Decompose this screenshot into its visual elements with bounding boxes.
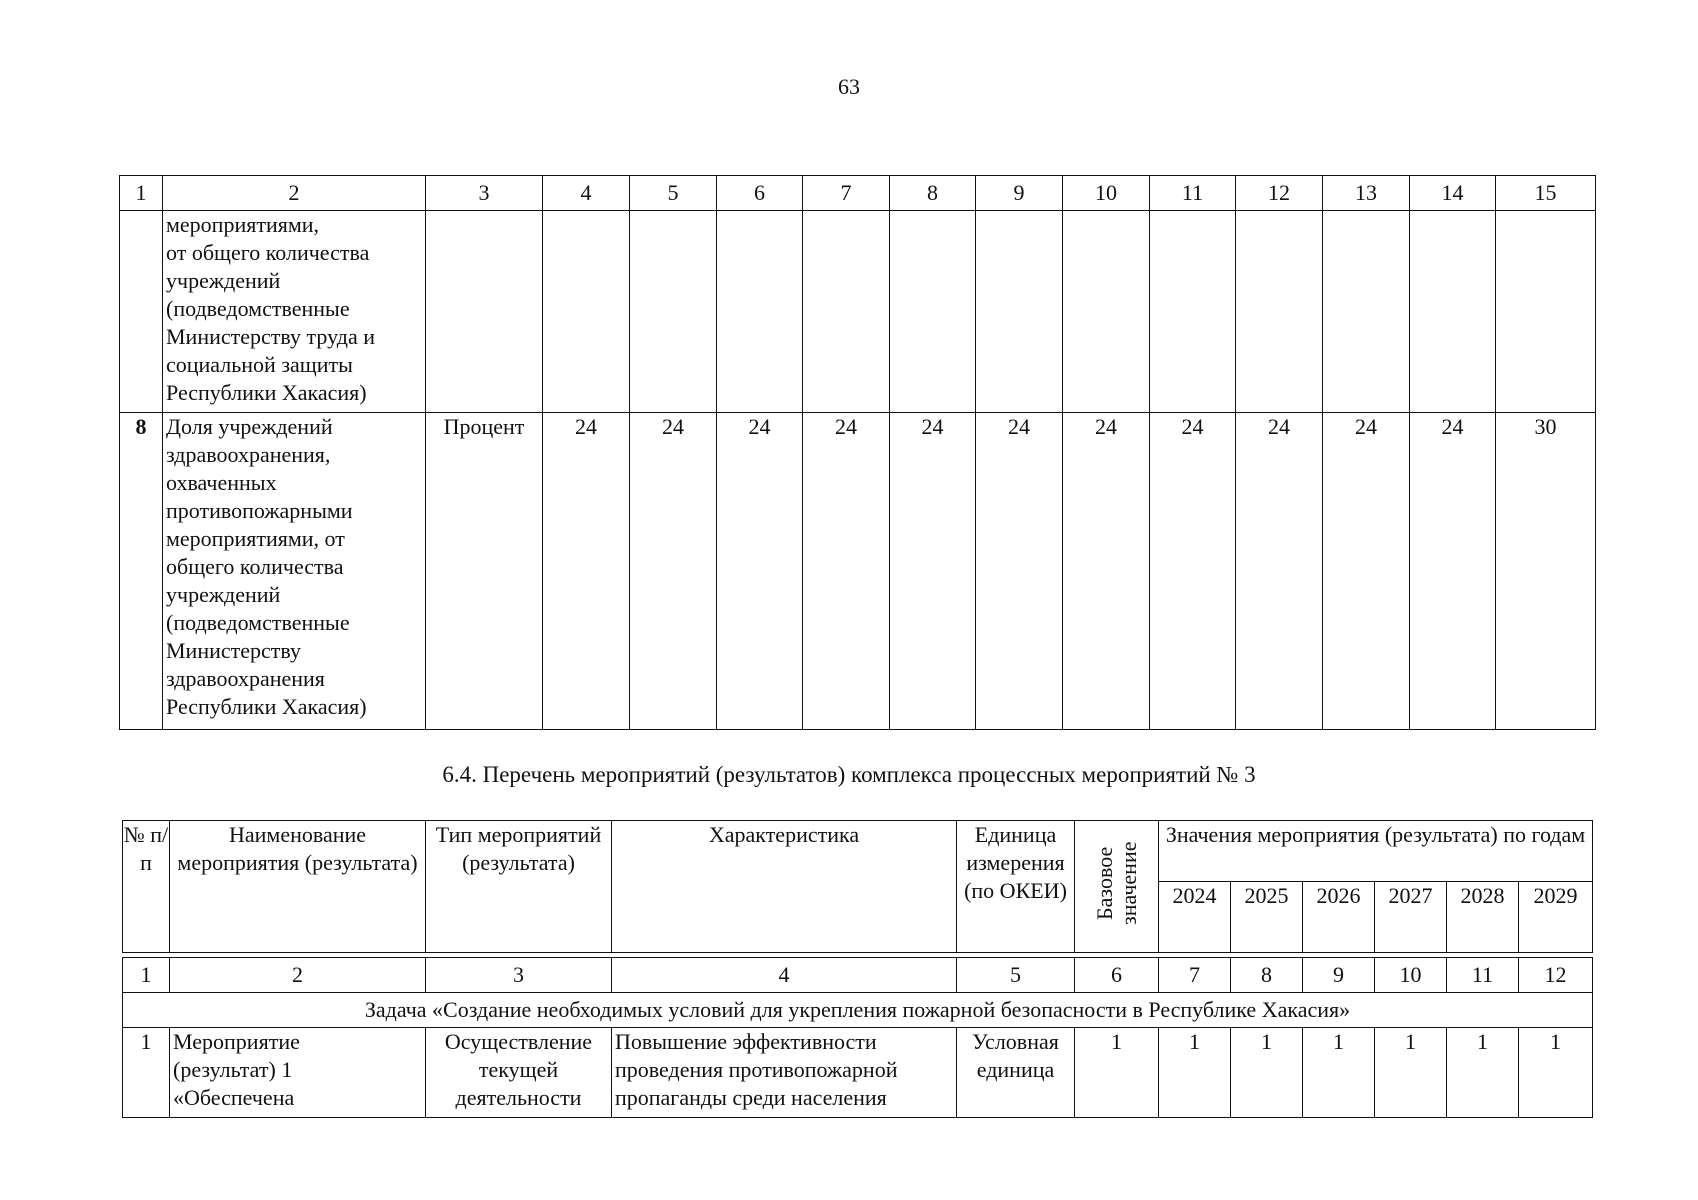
col-number: 6 [1075,958,1159,993]
col-number: 12 [1236,176,1323,211]
value-cell: 24 [1063,413,1150,730]
year-2024: 2024 [1159,882,1231,953]
header-row [123,821,1593,882]
task-title: Задача «Создание необходимых условий для укрепления пожарной безопасности в Республике Хакасия» [123,993,1593,1028]
header-characteristic: Характеристика [612,821,957,953]
col-number: 3 [426,176,543,211]
activities-table [122,820,1593,1118]
value-cell: 1 [1159,1028,1231,1118]
section-title: 6.4. Перечень мероприятий (результатов) комплекса процессных мероприятий № 3 [442,762,1256,787]
col-number: 7 [803,176,890,211]
column-number-row [123,958,1593,993]
value-cell: 24 [1323,413,1410,730]
header-base: Базовое значение [1075,821,1159,953]
activity-type: Осуществление текущей деятельности [426,1028,612,1118]
value-cell: 30 [1496,413,1596,730]
header-unit: Единица измерения (по ОКЕИ) [957,821,1075,953]
col-number: 8 [890,176,976,211]
value-cell: 1 [1375,1028,1447,1118]
row-number: 1 [123,1028,170,1118]
unit-cell: Процент [426,413,543,730]
value-cell: 24 [890,413,976,730]
col-number: 1 [123,958,170,993]
column-number-row [120,176,1596,211]
year-2028: 2028 [1447,882,1519,953]
col-number: 13 [1323,176,1410,211]
page-number: 63 [838,74,860,99]
year-2025: 2025 [1231,882,1303,953]
value-cell: 1 [1447,1028,1519,1118]
col-number: 10 [1375,958,1447,993]
header-values-by-year: Значения мероприятия (результата) по годам [1159,821,1593,882]
header-name: Наименование мероприятия (результата) [170,821,426,953]
value-cell: 1 [1231,1028,1303,1118]
value-cell: 24 [543,413,630,730]
value-cell: 1 [1303,1028,1375,1118]
col-number: 4 [612,958,957,993]
col-number: 3 [426,958,612,993]
value-cell: 24 [1410,413,1496,730]
col-number: 6 [717,176,803,211]
table-row-continuation [120,211,1596,413]
col-number: 2 [170,958,426,993]
col-number: 5 [957,958,1075,993]
header-type: Тип мероприятий (результата) [426,821,612,953]
year-2027: 2027 [1375,882,1447,953]
col-number: 7 [1159,958,1231,993]
task-row [123,993,1593,1028]
col-number: 4 [543,176,630,211]
value-cell: 1 [1519,1028,1593,1118]
row-number: 8 [120,413,163,730]
col-number: 12 [1519,958,1593,993]
indicators-table-continued [119,175,1596,730]
year-2026: 2026 [1303,882,1375,953]
col-number: 9 [1303,958,1375,993]
indicator-name: мероприятиями, от общего количества учреждений (подведомственные Министерству труда и социальной защиты Республики Хакасия) [163,211,426,413]
col-number: 11 [1447,958,1519,993]
header-num: № п/п [123,821,170,953]
col-number: 2 [163,176,426,211]
activity-name: Мероприятие (результат) 1 «Обеспечена [170,1028,426,1118]
col-number: 9 [976,176,1063,211]
value-cell: 24 [630,413,717,730]
col-number: 8 [1231,958,1303,993]
value-cell: 24 [1236,413,1323,730]
col-number: 11 [1150,176,1236,211]
col-number: 10 [1063,176,1150,211]
col-number: 14 [1410,176,1496,211]
activity-characteristic: Повышение эффективности проведения противопожарной пропаганды среди населения [612,1028,957,1118]
table-row [120,413,1596,730]
year-2029: 2029 [1519,882,1593,953]
value-cell: 24 [976,413,1063,730]
indicator-name: Доля учреждений здравоохранения, охваченных противопожарными мероприятиями, от общего количества учреждений (подведомственные Министерству здравоохранения Республики Хакасия) [163,413,426,730]
value-cell: 24 [803,413,890,730]
table-row [123,1028,1593,1118]
base-value: 1 [1075,1028,1159,1118]
value-cell: 24 [717,413,803,730]
col-number: 5 [630,176,717,211]
unit-cell: Условная единица [957,1028,1075,1118]
value-cell: 24 [1150,413,1236,730]
col-number: 15 [1496,176,1596,211]
col-number: 1 [120,176,163,211]
